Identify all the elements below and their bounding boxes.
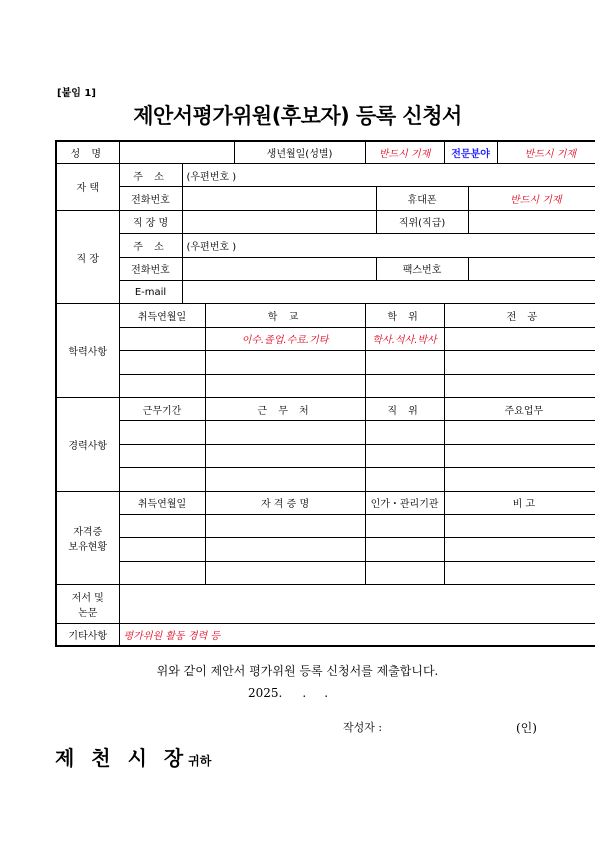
work-phone-label: 전화번호 — [119, 257, 182, 280]
career-position-cell[interactable] — [365, 421, 444, 444]
company-field[interactable] — [182, 210, 376, 233]
education-label: 학력사항 — [56, 304, 119, 398]
education-school-hint[interactable]: 이수.졸업.수료.기타 — [205, 327, 365, 350]
birth-required-note: 반드시 기재 — [365, 141, 444, 163]
career-header-position: 직 위 — [365, 397, 444, 420]
home-address-field[interactable] — [182, 163, 595, 186]
job-position-label: 직위(직급) — [376, 210, 468, 233]
education-degree-hint[interactable]: 학사.석사.박사 — [365, 327, 444, 350]
career-header-period: 근무기간 — [119, 397, 205, 420]
career-period-cell[interactable] — [119, 468, 205, 491]
education-school-cell[interactable] — [205, 374, 365, 397]
home-address-label: 주 소 — [119, 163, 182, 186]
certificate-header-remarks: 비 고 — [444, 491, 595, 514]
fax-label: 팩스번호 — [376, 257, 468, 280]
attachment-label: [붙임 1] — [57, 88, 96, 99]
submission-date: 2025. . . — [248, 686, 329, 700]
home-phone-field[interactable] — [182, 187, 376, 210]
certificate-issuer-cell[interactable] — [365, 538, 444, 561]
education-header-degree: 학 위 — [365, 304, 444, 327]
career-duties-cell[interactable] — [444, 421, 595, 444]
certificate-issuer-cell[interactable] — [365, 514, 444, 537]
certificate-date-cell[interactable] — [119, 514, 205, 537]
education-date-cell[interactable] — [119, 374, 205, 397]
form-title: 제안서평가위원(후보자) 등록 신청서 — [133, 104, 462, 128]
author-label: 작성자 : — [343, 721, 383, 734]
name-label: 성 명 — [56, 141, 119, 163]
work-address-label: 주 소 — [119, 234, 182, 257]
job-position-field[interactable] — [468, 210, 595, 233]
home-postal-label: (우편번호 ) — [186, 171, 237, 183]
career-position-cell[interactable] — [365, 444, 444, 467]
education-date-cell[interactable] — [119, 327, 205, 350]
career-header-duties: 주요업무 — [444, 397, 595, 420]
education-major-cell[interactable] — [444, 374, 595, 397]
home-phone-label: 전화번호 — [119, 187, 182, 210]
certificate-header-issuer: 인가・관리기관 — [365, 491, 444, 514]
publications-field[interactable] — [119, 585, 595, 624]
career-period-cell[interactable] — [119, 444, 205, 467]
email-label: E-mail — [119, 280, 182, 303]
company-label: 직 장 명 — [119, 210, 182, 233]
publications-label: 저서 및 논문 — [56, 585, 119, 624]
certificate-remarks-cell[interactable] — [444, 514, 595, 537]
career-duties-cell[interactable] — [444, 468, 595, 491]
career-position-cell[interactable] — [365, 468, 444, 491]
expertise-required-note: 반드시 기재 — [497, 141, 595, 163]
certificate-issuer-cell[interactable] — [365, 561, 444, 584]
home-label: 자 택 — [56, 163, 119, 210]
work-address-field[interactable] — [182, 234, 595, 257]
career-workplace-cell[interactable] — [205, 444, 365, 467]
birth-label: 생년월일(성별) — [234, 141, 365, 163]
career-period-cell[interactable] — [119, 421, 205, 444]
education-school-cell[interactable] — [205, 351, 365, 374]
certificate-remarks-cell[interactable] — [444, 538, 595, 561]
other-field[interactable]: 평가위원 활동 경력 등 — [119, 623, 595, 646]
certificate-header-name: 자 격 증 명 — [205, 491, 365, 514]
work-postal-label: (우편번호 ) — [186, 241, 237, 253]
seal-mark: (인) — [516, 721, 537, 735]
certificates-label: 자격증 보유현황 — [56, 491, 119, 585]
education-header-school: 학 교 — [205, 304, 365, 327]
other-label: 기타사항 — [56, 623, 119, 646]
education-major-cell[interactable] — [444, 327, 595, 350]
career-header-workplace: 근 무 처 — [205, 397, 365, 420]
work-phone-field[interactable] — [182, 257, 376, 280]
certificate-header-date: 취득연월일 — [119, 491, 205, 514]
education-degree-cell[interactable] — [365, 351, 444, 374]
workplace-label: 직 장 — [56, 210, 119, 304]
recipient-line — [55, 742, 211, 771]
certificate-name-cell[interactable] — [205, 514, 365, 537]
education-major-cell[interactable] — [444, 351, 595, 374]
education-header-date: 취득연월일 — [119, 304, 205, 327]
email-field[interactable] — [182, 280, 595, 303]
recipient-name: 제 천 시 장 — [55, 746, 189, 770]
certificate-date-cell[interactable] — [119, 538, 205, 561]
education-degree-cell[interactable] — [365, 374, 444, 397]
education-date-cell[interactable] — [119, 351, 205, 374]
career-duties-cell[interactable] — [444, 444, 595, 467]
certificate-date-cell[interactable] — [119, 561, 205, 584]
mobile-label: 휴대폰 — [376, 187, 468, 210]
certificate-name-cell[interactable] — [205, 561, 365, 584]
expertise-label: 전문분야 — [444, 141, 497, 163]
career-workplace-cell[interactable] — [205, 421, 365, 444]
career-label: 경력사항 — [56, 397, 119, 491]
education-header-major: 전 공 — [444, 304, 595, 327]
certificate-remarks-cell[interactable] — [444, 561, 595, 584]
career-workplace-cell[interactable] — [205, 468, 365, 491]
application-form-table — [55, 140, 595, 647]
recipient-suffix: 귀하 — [188, 754, 212, 768]
certificate-name-cell[interactable] — [205, 538, 365, 561]
submission-statement: 위와 같이 제안서 평가위원 등록 신청서를 제출합니다. — [156, 664, 439, 678]
mobile-required-note: 반드시 기재 — [468, 187, 595, 210]
name-field[interactable] — [119, 141, 234, 163]
fax-field[interactable] — [468, 257, 595, 280]
